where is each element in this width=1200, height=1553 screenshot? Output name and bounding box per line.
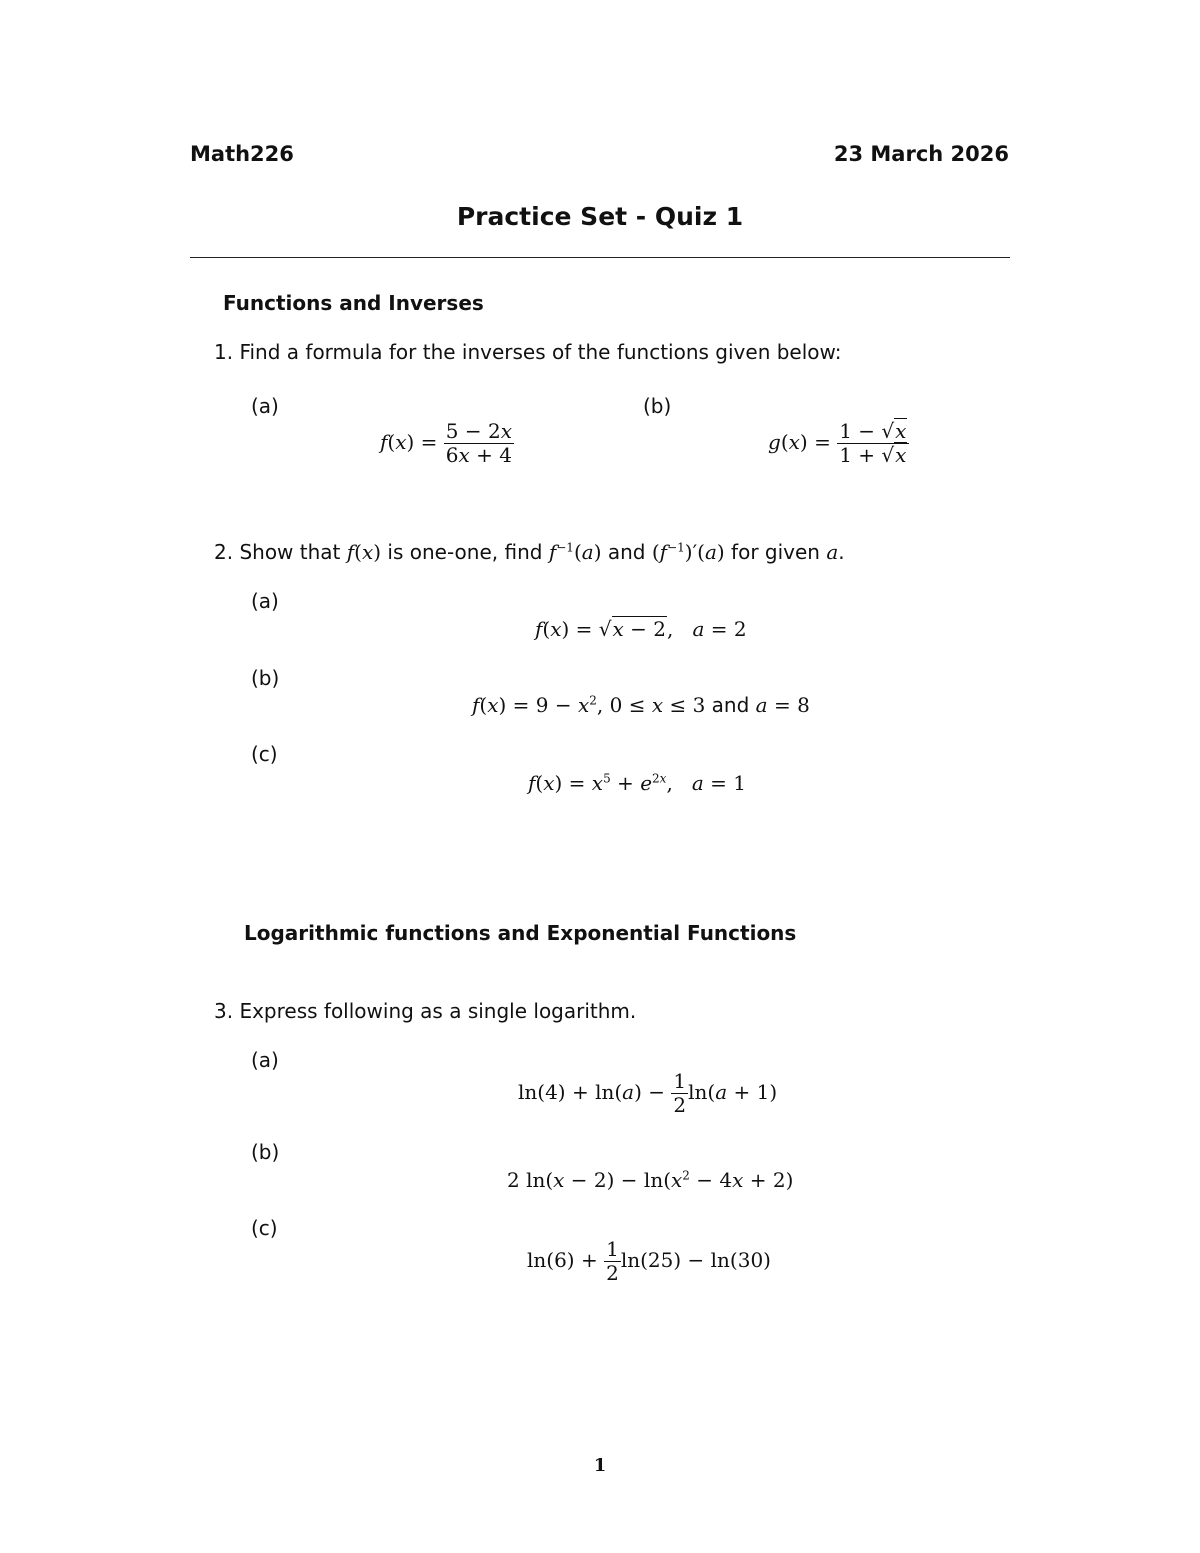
course-name: Math226: [190, 142, 294, 166]
question-text: is one-one, find: [387, 540, 543, 564]
date: 23 March 2026: [833, 142, 1009, 166]
q2c-formula: $f(x) = x^5 + e^{2x}$, a = 1: [528, 771, 747, 795]
title-rule: [190, 257, 1010, 258]
q2-part-b-label: (b): [251, 666, 280, 690]
q1b-formula: g(x) = $\frac{1 - √x}{1 + √x}$: [768, 420, 909, 467]
question-number: 3.: [214, 999, 234, 1023]
q3c-formula: ln(6) + $\frac{1}{2}$ ln(25) − ln(30): [527, 1237, 771, 1285]
q2b-formula: $f(x) = 9 - x^2$, 0 ≤ x ≤ 3 and a = 8: [472, 693, 810, 717]
q2a-formula: f(x) = √x − 2, a = 2: [535, 617, 747, 641]
q3-part-c-label: (c): [251, 1216, 278, 1240]
q3-part-b-label: (b): [251, 1140, 280, 1164]
q2-part-c-label: (c): [251, 742, 278, 766]
q1-part-a-label: (a): [251, 394, 279, 418]
question-1: [214, 340, 842, 364]
question-text: Show that: [239, 540, 341, 564]
page-number: 1: [593, 1455, 607, 1476]
q1-part-b-label: (b): [643, 394, 672, 418]
question-3: [214, 999, 636, 1023]
q2-part-a-label: (a): [251, 589, 279, 613]
question-text: for given: [731, 540, 820, 564]
question-text: and: [607, 540, 646, 564]
section-heading-log-exp: Logarithmic functions and Exponential Functions: [244, 921, 797, 945]
section-heading-functions: Functions and Inverses: [223, 291, 484, 315]
and-word: and: [711, 693, 750, 717]
q3a-formula: ln(4) + ln(a) − $\frac{1}{2}$ ln(a + 1): [518, 1069, 778, 1117]
page-title: Practice Set - Quiz 1: [456, 202, 744, 231]
question-text: Express following as a single logarithm.: [239, 999, 637, 1023]
question-text: Find a formula for the inverses of the functions given below:: [239, 340, 842, 364]
q3b-formula: 2 $\ln(x - 2) - \ln(x^2 - 4x + 2)$: [507, 1168, 794, 1192]
q1a-formula: f(x) = $\frac{5 - 2x}{6x + 4}$: [380, 419, 512, 467]
question-number: 1.: [214, 340, 234, 364]
q3-part-a-label: (a): [251, 1048, 279, 1072]
question-2: 2. Show that f(x) is one-one, find $f^{-1}(a)$ and $(f^{-1})'(a)$ for given a.: [214, 540, 845, 564]
question-number: 2.: [214, 540, 234, 564]
